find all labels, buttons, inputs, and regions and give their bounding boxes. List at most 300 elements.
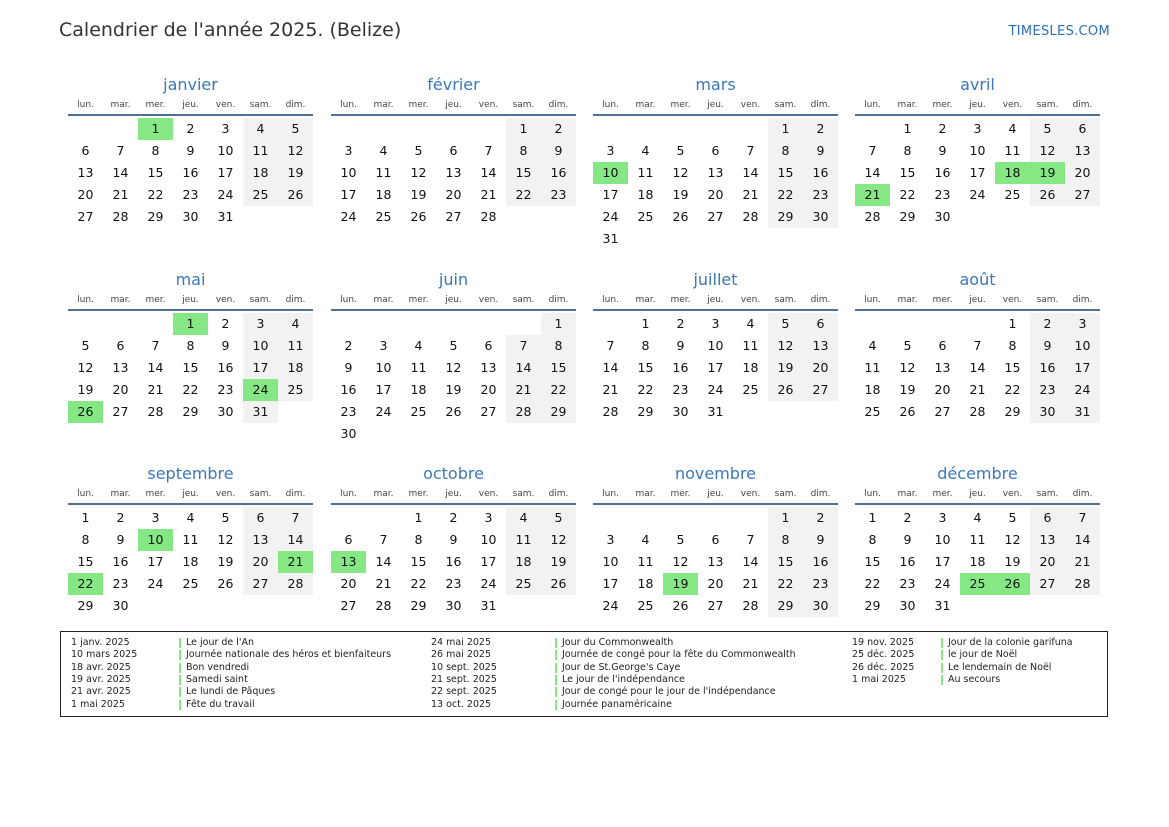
day-cell: 29 [410, 598, 427, 613]
day-cell: 27 [803, 379, 838, 401]
day-cell: 28 [602, 404, 619, 419]
weekday-label: mar. [635, 100, 656, 110]
day-cell: 18 [410, 382, 427, 397]
day-cell: 14 [864, 165, 881, 180]
day-cell: 10 [243, 335, 278, 357]
day-cell: 6 [711, 143, 720, 158]
day-cell: 10 [217, 143, 234, 158]
day-cell: 10 [707, 338, 724, 353]
day-cell: 6 [1065, 118, 1100, 140]
legend-date: 24 mai 2025 [431, 637, 492, 648]
legend-holiday-name: Jour de St.George's Caye [562, 661, 681, 673]
legend-marker [555, 663, 557, 673]
weekday-label: jeu. [707, 489, 724, 499]
day-cell: 26 [541, 573, 576, 595]
legend-holiday-name: Jour de congé pour le jour de l'indépendance [562, 686, 776, 698]
day-cell: 8 [151, 143, 160, 158]
day-cell: 23 [803, 573, 838, 595]
day-cell: 13 [934, 360, 951, 375]
day-cell: 1 [81, 510, 90, 525]
weekday-label: jeu. [445, 295, 462, 305]
day-cell: 10 [934, 532, 951, 547]
weekday-label: lun. [340, 489, 357, 499]
day-cell: 20 [1065, 162, 1100, 184]
day-cell: 17 [340, 187, 357, 202]
day-cell: 22 [768, 573, 803, 595]
day-cell: 4 [506, 507, 541, 529]
day-cell: 12 [1004, 532, 1021, 547]
day-cell: 21 [969, 382, 986, 397]
day-cell: 15 [864, 554, 881, 569]
day-cell: 30 [672, 404, 689, 419]
month-divider [855, 309, 1100, 311]
day-cell: 5 [278, 118, 313, 140]
holiday-day-cell: 26 [995, 573, 1030, 595]
day-cell: 22 [899, 187, 916, 202]
day-cell: 7 [379, 532, 388, 547]
day-cell: 20 [803, 357, 838, 379]
day-cell: 1 [541, 313, 576, 335]
day-cell: 19 [445, 382, 462, 397]
holiday-day-cell: 21 [278, 551, 313, 573]
holiday-day-cell: 10 [138, 529, 173, 551]
day-cell: 3 [938, 510, 947, 525]
day-cell: 6 [344, 532, 353, 547]
day-cell: 12 [672, 554, 689, 569]
day-cell: 2 [541, 118, 576, 140]
day-cell: 19 [768, 357, 803, 379]
day-cell: 17 [602, 187, 619, 202]
day-cell: 6 [1030, 507, 1065, 529]
day-cell: 12 [899, 360, 916, 375]
weekday-label: mar. [635, 295, 656, 305]
day-cell: 2 [186, 121, 195, 136]
day-cell: 18 [278, 357, 313, 379]
day-cell: 4 [243, 118, 278, 140]
weekday-label: sam. [1036, 100, 1059, 110]
day-cell: 23 [934, 187, 951, 202]
day-cell: 29 [147, 209, 164, 224]
day-cell: 20 [445, 187, 462, 202]
weekday-label: jeu. [182, 100, 199, 110]
day-cell: 10 [480, 532, 497, 547]
site-link[interactable]: TIMESLES.COM [1008, 24, 1110, 39]
day-cell: 5 [81, 338, 90, 353]
day-cell: 5 [221, 510, 230, 525]
day-cell: 8 [868, 532, 877, 547]
weekday-label: lun. [602, 100, 619, 110]
day-cell: 7 [151, 338, 160, 353]
page-title: Calendrier de l'année 2025. (Belize) [59, 19, 402, 41]
weekday-label: mer. [145, 100, 166, 110]
day-cell: 24 [934, 576, 951, 591]
day-cell: 30 [112, 598, 129, 613]
holiday-day-cell: 22 [68, 573, 103, 595]
day-cell: 20 [1030, 551, 1065, 573]
day-cell: 1 [1008, 316, 1017, 331]
day-cell: 3 [484, 510, 493, 525]
day-cell: 11 [637, 165, 654, 180]
day-cell: 29 [864, 598, 881, 613]
day-cell: 30 [899, 598, 916, 613]
weekday-label: mer. [145, 489, 166, 499]
weekday-label: mer. [408, 100, 429, 110]
day-cell: 8 [541, 335, 576, 357]
day-cell: 23 [340, 404, 357, 419]
day-cell: 19 [541, 551, 576, 573]
legend-marker [941, 638, 943, 648]
month-name: février [427, 75, 480, 94]
day-cell: 28 [864, 209, 881, 224]
day-cell: 21 [602, 382, 619, 397]
weekday-label: dim. [810, 100, 831, 110]
day-cell: 21 [147, 382, 164, 397]
holiday-day-cell: 24 [243, 379, 278, 401]
day-cell: 14 [506, 357, 541, 379]
day-cell: 11 [864, 360, 881, 375]
day-cell: 5 [676, 532, 685, 547]
day-cell: 6 [243, 507, 278, 529]
weekday-label: jeu. [445, 489, 462, 499]
day-cell: 22 [410, 576, 427, 591]
day-cell: 12 [217, 532, 234, 547]
weekday-label: sam. [774, 295, 797, 305]
day-cell: 27 [707, 598, 724, 613]
day-cell: 3 [1065, 313, 1100, 335]
weekday-label: mer. [145, 295, 166, 305]
day-cell: 13 [707, 554, 724, 569]
day-cell: 19 [410, 187, 427, 202]
day-cell: 16 [899, 554, 916, 569]
weekday-label: ven. [478, 489, 499, 499]
day-cell: 5 [768, 313, 803, 335]
day-cell: 13 [445, 165, 462, 180]
day-cell: 24 [707, 382, 724, 397]
holiday-day-cell: 1 [173, 313, 208, 335]
day-cell: 5 [676, 143, 685, 158]
day-cell: 31 [934, 598, 951, 613]
day-cell: 11 [637, 554, 654, 569]
weekday-label: ven. [1002, 100, 1023, 110]
day-cell: 3 [151, 510, 160, 525]
day-cell: 26 [217, 576, 234, 591]
day-cell: 4 [379, 143, 388, 158]
weekday-label: lun. [77, 489, 94, 499]
weekday-label: mar. [110, 100, 131, 110]
day-cell: 9 [903, 532, 912, 547]
day-cell: 15 [541, 357, 576, 379]
day-cell: 1 [641, 316, 650, 331]
day-cell: 22 [768, 184, 803, 206]
holiday-day-cell: 13 [331, 551, 366, 573]
day-cell: 14 [742, 165, 759, 180]
day-cell: 14 [742, 554, 759, 569]
day-cell: 13 [112, 360, 129, 375]
day-cell: 25 [375, 209, 392, 224]
day-cell: 19 [278, 162, 313, 184]
weekday-label: lun. [864, 295, 881, 305]
day-cell: 25 [637, 209, 654, 224]
legend-date: 26 déc. 2025 [852, 661, 915, 673]
day-cell: 19 [77, 382, 94, 397]
day-cell: 30 [182, 209, 199, 224]
day-cell: 21 [112, 187, 129, 202]
weekday-label: mar. [897, 489, 918, 499]
legend-date: 21 avr. 2025 [71, 686, 131, 698]
day-cell: 7 [746, 532, 755, 547]
day-cell: 9 [116, 532, 125, 547]
legend-holiday-name: Au secours [948, 673, 1001, 685]
legend-holiday-name: Journée nationale des héros et bienfaiteurs [186, 649, 392, 661]
day-cell: 3 [711, 316, 720, 331]
legend-holiday-name: Le jour de l'indépendance [562, 673, 685, 685]
day-cell: 16 [340, 382, 357, 397]
day-cell: 12 [541, 529, 576, 551]
day-cell: 8 [506, 140, 541, 162]
weekday-label: sam. [1036, 295, 1059, 305]
day-cell: 28 [506, 401, 541, 423]
day-cell: 21 [506, 379, 541, 401]
day-cell: 22 [864, 576, 881, 591]
day-cell: 11 [506, 529, 541, 551]
day-cell: 24 [969, 187, 986, 202]
day-cell: 2 [344, 338, 353, 353]
legend-marker [179, 687, 181, 697]
day-cell: 18 [243, 162, 278, 184]
day-cell: 20 [480, 382, 497, 397]
day-cell: 24 [147, 576, 164, 591]
month-divider [855, 503, 1100, 505]
day-cell: 24 [340, 209, 357, 224]
month-name: août [959, 270, 996, 289]
day-cell: 4 [278, 313, 313, 335]
day-cell: 16 [672, 360, 689, 375]
weekday-label: ven. [740, 489, 761, 499]
day-cell: 4 [641, 532, 650, 547]
day-cell: 25 [243, 184, 278, 206]
day-cell: 29 [768, 206, 803, 228]
day-cell: 27 [243, 573, 278, 595]
weekday-label: jeu. [969, 100, 986, 110]
day-cell: 15 [410, 554, 427, 569]
day-cell: 15 [77, 554, 94, 569]
day-cell: 8 [414, 532, 423, 547]
day-cell: 15 [1004, 360, 1021, 375]
day-cell: 9 [344, 360, 353, 375]
day-cell: 27 [340, 598, 357, 613]
day-cell: 27 [934, 404, 951, 419]
legend-date: 19 avr. 2025 [71, 673, 131, 685]
day-cell: 17 [375, 382, 392, 397]
day-cell: 21 [375, 576, 392, 591]
day-cell: 31 [707, 404, 724, 419]
legend-date: 18 avr. 2025 [71, 661, 131, 673]
day-cell: 13 [1065, 140, 1100, 162]
legend-holiday-name: le jour de Noël [948, 649, 1018, 661]
day-cell: 20 [77, 187, 94, 202]
day-cell: 25 [182, 576, 199, 591]
weekday-label: jeu. [969, 295, 986, 305]
day-cell: 24 [217, 187, 234, 202]
day-cell: 30 [803, 595, 838, 617]
day-cell: 8 [1008, 338, 1017, 353]
weekday-label: lun. [602, 489, 619, 499]
day-cell: 2 [938, 121, 947, 136]
day-cell: 9 [449, 532, 458, 547]
day-cell: 8 [768, 529, 803, 551]
legend-holiday-name: Le lundi de Pâques [186, 686, 276, 698]
day-cell: 10 [1065, 335, 1100, 357]
weekday-label: ven. [740, 295, 761, 305]
day-cell: 3 [221, 121, 230, 136]
day-cell: 1 [414, 510, 423, 525]
month-name: novembre [674, 464, 757, 483]
day-cell: 30 [1030, 401, 1065, 423]
day-cell: 31 [1065, 401, 1100, 423]
weekday-label: mer. [408, 295, 429, 305]
weekday-label: dim. [810, 295, 831, 305]
day-cell: 9 [541, 140, 576, 162]
day-cell: 2 [116, 510, 125, 525]
day-cell: 26 [768, 379, 803, 401]
day-cell: 1 [506, 118, 541, 140]
holiday-day-cell: 10 [593, 162, 628, 184]
day-cell: 7 [1065, 507, 1100, 529]
weekday-label: dim. [548, 295, 569, 305]
day-cell: 21 [742, 187, 759, 202]
day-cell: 12 [768, 335, 803, 357]
legend-date: 10 sept. 2025 [431, 661, 497, 673]
month-divider [68, 503, 313, 505]
day-cell: 7 [116, 143, 125, 158]
weekday-label: sam. [249, 100, 272, 110]
day-cell: 29 [768, 595, 803, 617]
day-cell: 1 [903, 121, 912, 136]
day-cell: 29 [77, 598, 94, 613]
weekday-label: sam. [1036, 489, 1059, 499]
weekday-label: ven. [215, 100, 236, 110]
day-cell: 13 [243, 529, 278, 551]
day-cell: 2 [803, 118, 838, 140]
day-cell: 24 [602, 598, 619, 613]
day-cell: 15 [147, 165, 164, 180]
day-cell: 13 [77, 165, 94, 180]
weekday-label: dim. [1072, 295, 1093, 305]
day-cell: 5 [1008, 510, 1017, 525]
day-cell: 22 [147, 187, 164, 202]
weekday-label: ven. [215, 295, 236, 305]
weekday-label: sam. [774, 489, 797, 499]
day-cell: 7 [606, 338, 615, 353]
day-cell: 30 [934, 209, 951, 224]
day-cell: 29 [637, 404, 654, 419]
day-cell: 14 [480, 165, 497, 180]
day-cell: 9 [221, 338, 230, 353]
month-name: mai [175, 270, 206, 289]
day-cell: 3 [344, 143, 353, 158]
day-cell: 18 [375, 187, 392, 202]
day-cell: 22 [541, 379, 576, 401]
weekday-label: ven. [740, 100, 761, 110]
day-cell: 16 [541, 162, 576, 184]
day-cell: 19 [1004, 554, 1021, 569]
day-cell: 15 [899, 165, 916, 180]
day-cell: 16 [1030, 357, 1065, 379]
day-cell: 9 [803, 529, 838, 551]
day-cell: 15 [768, 162, 803, 184]
day-cell: 13 [803, 335, 838, 357]
day-cell: 7 [973, 338, 982, 353]
day-cell: 21 [1065, 551, 1100, 573]
day-cell: 18 [864, 382, 881, 397]
holiday-day-cell: 25 [960, 573, 995, 595]
day-cell: 10 [602, 554, 619, 569]
day-cell: 25 [278, 379, 313, 401]
month-divider [331, 309, 576, 311]
day-cell: 20 [243, 551, 278, 573]
weekday-label: mer. [408, 489, 429, 499]
legend-marker [179, 650, 181, 660]
month-divider [331, 503, 576, 505]
day-cell: 12 [410, 165, 427, 180]
legend-holiday-name: Bon vendredi [186, 661, 250, 673]
day-cell: 28 [147, 404, 164, 419]
day-cell: 25 [410, 404, 427, 419]
day-cell: 6 [81, 143, 90, 158]
day-cell: 12 [278, 140, 313, 162]
day-cell: 11 [1004, 143, 1021, 158]
day-cell: 14 [147, 360, 164, 375]
month-divider [855, 114, 1100, 116]
day-cell: 11 [278, 335, 313, 357]
day-cell: 16 [803, 551, 838, 573]
legend-marker [941, 650, 943, 660]
legend-date: 22 sept. 2025 [431, 686, 497, 698]
weekday-label: dim. [810, 489, 831, 499]
weekday-label: mer. [932, 295, 953, 305]
day-cell: 11 [742, 338, 759, 353]
month-divider [68, 309, 313, 311]
day-cell: 20 [112, 382, 129, 397]
legend-marker [555, 638, 557, 648]
weekday-label: jeu. [707, 100, 724, 110]
legend-date: 10 mars 2025 [71, 649, 138, 661]
day-cell: 31 [480, 598, 497, 613]
day-cell: 5 [414, 143, 423, 158]
day-cell: 31 [217, 209, 234, 224]
day-cell: 14 [602, 360, 619, 375]
day-cell: 9 [1030, 335, 1065, 357]
weekday-label: mar. [897, 100, 918, 110]
day-cell: 22 [637, 382, 654, 397]
day-cell: 8 [903, 143, 912, 158]
day-cell: 10 [340, 165, 357, 180]
weekday-label: lun. [77, 100, 94, 110]
day-cell: 23 [1030, 379, 1065, 401]
day-cell: 23 [445, 576, 462, 591]
day-cell: 15 [182, 360, 199, 375]
day-cell: 8 [641, 338, 650, 353]
day-cell: 10 [969, 143, 986, 158]
day-cell: 20 [340, 576, 357, 591]
day-cell: 19 [672, 187, 689, 202]
day-cell: 18 [969, 554, 986, 569]
day-cell: 18 [182, 554, 199, 569]
day-cell: 26 [899, 404, 916, 419]
day-cell: 17 [1065, 357, 1100, 379]
day-cell: 21 [480, 187, 497, 202]
weekday-label: lun. [864, 489, 881, 499]
